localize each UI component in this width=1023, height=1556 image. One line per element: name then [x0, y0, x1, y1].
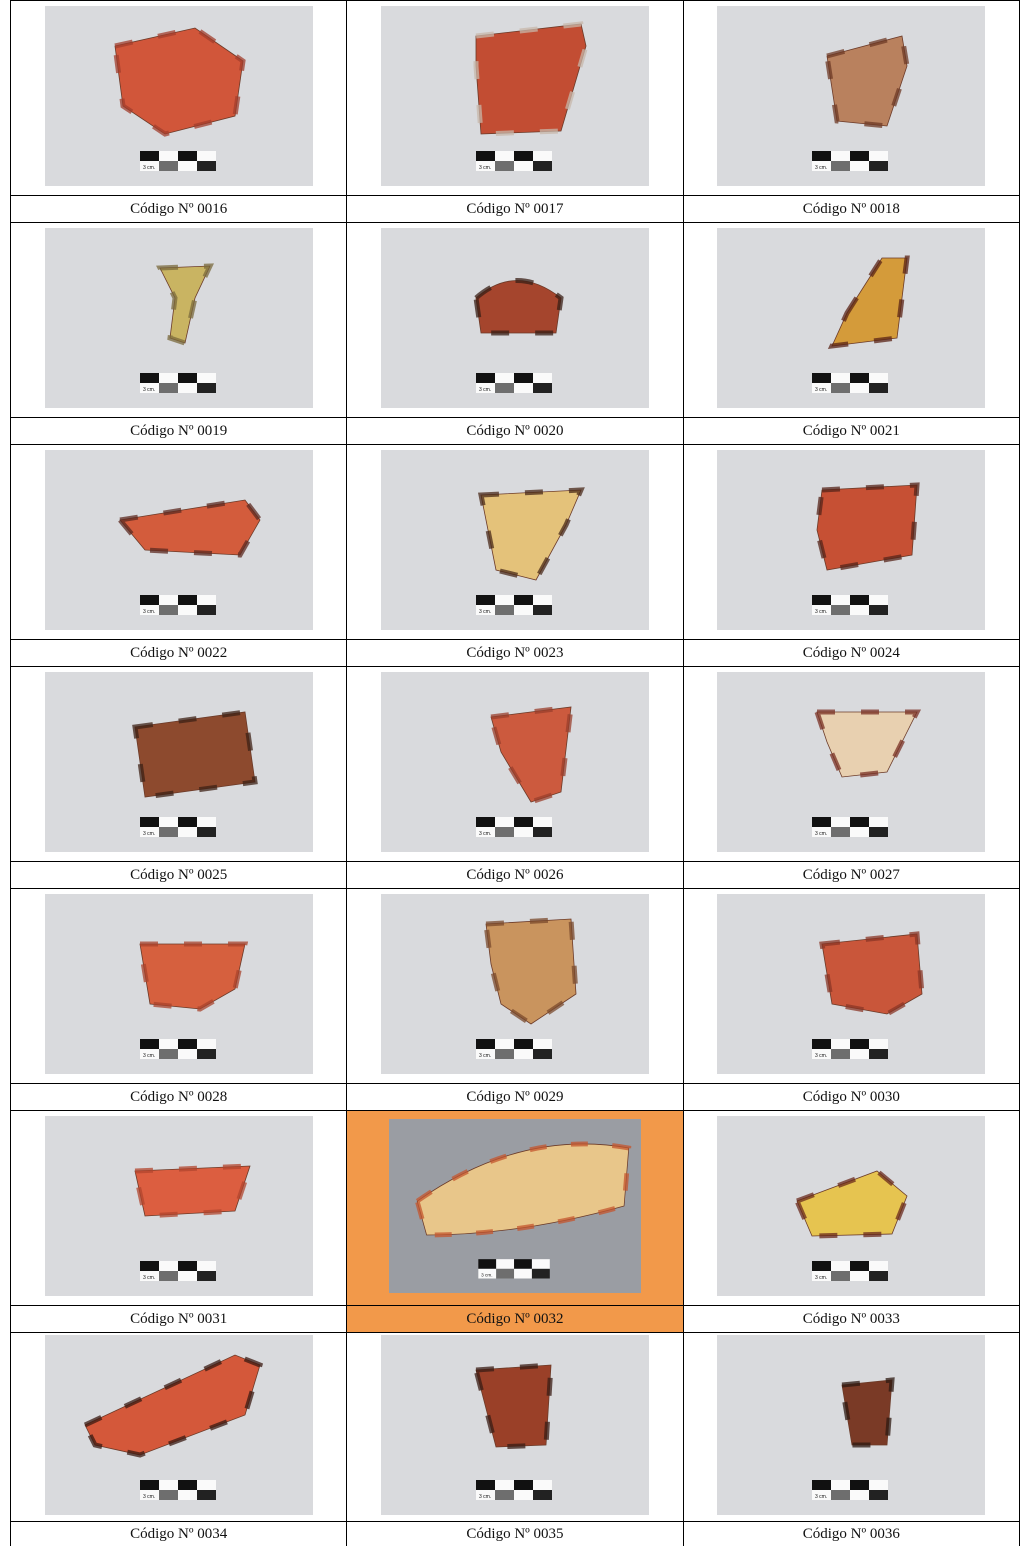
scale-bar-segment	[478, 1259, 496, 1269]
scale-bar-segment	[495, 373, 514, 383]
artifact-illustration	[717, 1335, 985, 1515]
catalog-photo-cell	[683, 1111, 1019, 1306]
scale-bar-segment	[178, 827, 197, 837]
catalog-caption: Código Nº 0033	[683, 1306, 1019, 1333]
scale-bar-segment	[159, 373, 178, 383]
artifact-illustration	[45, 894, 313, 1074]
catalog-caption: Código Nº 0030	[683, 1084, 1019, 1111]
scale-bar-label: 3 cm.	[478, 386, 492, 393]
artifact-illustration	[381, 6, 649, 186]
catalog-photo-cell	[347, 1111, 683, 1306]
artifact-photo	[45, 6, 313, 186]
artifact-illustration	[717, 450, 985, 630]
scale-bar-segment	[495, 151, 514, 161]
scale-bar-label: 3 cm.	[815, 386, 828, 393]
scale-bar-segment	[178, 151, 197, 161]
scale-bar-segment	[178, 1049, 197, 1059]
scale-bar-segment	[533, 151, 552, 161]
scale-bar-segment	[533, 1049, 552, 1059]
scale-bar-label: 3 cm.	[142, 386, 155, 393]
scale-bar-segment	[831, 151, 850, 161]
catalog-photo-cell	[347, 667, 683, 862]
caption-row	[11, 1306, 1020, 1333]
scale-bar-label: 3 cm.	[815, 608, 828, 615]
artifact-illustration	[381, 1335, 649, 1515]
caption-row	[11, 862, 1020, 889]
scale-bar-segment	[495, 817, 514, 827]
catalog-photo-cell	[683, 1, 1019, 196]
scale-bar-label: 3 cm.	[142, 830, 155, 837]
scale-bar-label: 3 cm.	[142, 608, 155, 615]
scale-bar-segment	[140, 817, 159, 827]
artifact-photo	[45, 672, 313, 852]
scale-bar-segment	[159, 1480, 178, 1490]
scale-bar-segment	[533, 1490, 552, 1500]
artifact-illustration	[45, 672, 313, 852]
scale-bar-segment	[514, 1268, 532, 1278]
image-row	[11, 889, 1020, 1084]
catalog-caption: Código Nº 0020	[347, 418, 683, 445]
scale-bar-segment	[476, 373, 495, 383]
catalog-photo-cell	[347, 1, 683, 196]
image-row	[11, 445, 1020, 640]
catalog-photo-cell	[683, 223, 1019, 418]
scale-bar-segment	[178, 161, 197, 171]
pottery-sherd	[115, 28, 243, 134]
scale-bar-segment	[831, 161, 850, 171]
scale-bar-segment	[178, 1261, 197, 1271]
catalog-caption: Código Nº 0018	[683, 196, 1019, 223]
scale-bar-segment	[178, 1039, 197, 1049]
scale-bar-segment	[159, 827, 178, 837]
scale-bar-segment	[197, 1039, 216, 1049]
artifact-illustration	[717, 1116, 985, 1296]
scale-bar-segment	[140, 1261, 159, 1271]
scale-bar-segment	[495, 1480, 514, 1490]
artifact-photo	[45, 1335, 313, 1515]
scale-bar-segment	[533, 373, 552, 383]
catalog-photo-cell	[683, 667, 1019, 862]
scale-bar-segment	[495, 605, 514, 615]
scale-bar-segment	[159, 151, 178, 161]
catalog-caption: Código Nº 0027	[683, 862, 1019, 889]
catalog-photo-cell	[11, 445, 347, 640]
catalog-photo-cell	[347, 223, 683, 418]
scale-bar-segment	[869, 161, 888, 171]
scale-bar-segment	[850, 1049, 869, 1059]
scale-bar-segment	[159, 1039, 178, 1049]
pottery-catalog	[10, 0, 1020, 1546]
scale-bar-segment	[850, 1039, 869, 1049]
catalog-photo-cell	[11, 667, 347, 862]
catalog-photo-cell	[683, 1333, 1019, 1522]
scale-bar-segment	[178, 605, 197, 615]
caption-row	[11, 196, 1020, 223]
scale-bar-segment	[869, 1490, 888, 1500]
scale-bar-segment	[869, 595, 888, 605]
scale-bar-segment	[514, 605, 533, 615]
scale-bar-segment	[869, 383, 888, 393]
scale-bar-segment	[812, 373, 831, 383]
artifact-photo	[45, 894, 313, 1074]
scale-bar-segment	[533, 605, 552, 615]
artifact-photo	[717, 672, 985, 852]
scale-bar-segment	[178, 595, 197, 605]
catalog-caption: Código Nº 0031	[11, 1306, 347, 1333]
scale-bar-segment	[850, 151, 869, 161]
artifact-photo	[717, 450, 985, 630]
catalog-photo-cell	[347, 445, 683, 640]
pottery-sherd	[486, 919, 576, 1024]
scale-bar-segment	[178, 1490, 197, 1500]
scale-bar-segment	[869, 1261, 888, 1271]
scale-bar-segment	[178, 1271, 197, 1281]
scale-bar-segment	[812, 595, 831, 605]
scale-bar-segment	[495, 1039, 514, 1049]
artifact-illustration	[717, 672, 985, 852]
scale-bar-segment	[812, 1480, 831, 1490]
scale-bar-segment	[197, 373, 216, 383]
artifact-illustration	[45, 6, 313, 186]
artifact-photo	[45, 1116, 313, 1296]
scale-bar-segment	[533, 1480, 552, 1490]
image-row	[11, 1111, 1020, 1306]
pottery-sherd	[417, 1143, 629, 1234]
scale-bar-segment	[869, 373, 888, 383]
scale-bar-segment	[850, 161, 869, 171]
scale-bar-segment	[159, 595, 178, 605]
catalog-caption: Código Nº 0035	[347, 1522, 683, 1547]
scale-bar-segment	[197, 605, 216, 615]
scale-bar-segment	[831, 1049, 850, 1059]
scale-bar-label: 3 cm.	[142, 1274, 155, 1281]
scale-bar-segment	[514, 383, 533, 393]
artifact-photo	[45, 228, 313, 408]
scale-bar-segment	[197, 1271, 216, 1281]
scale-bar-segment	[178, 1480, 197, 1490]
scale-bar-segment	[197, 161, 216, 171]
image-row	[11, 1333, 1020, 1522]
scale-bar-segment	[495, 1049, 514, 1059]
scale-bar-segment	[495, 1490, 514, 1500]
pottery-sherd	[491, 707, 571, 802]
catalog-caption: Código Nº 0016	[11, 196, 347, 223]
scale-bar-label: 3 cm.	[478, 830, 492, 837]
scale-bar-segment	[869, 151, 888, 161]
scale-bar-segment	[476, 1480, 495, 1490]
artifact-photo	[389, 1119, 641, 1293]
scale-bar-segment	[514, 151, 533, 161]
scale-bar-segment	[178, 373, 197, 383]
artifact-illustration	[45, 1335, 313, 1515]
scale-bar-segment	[496, 1268, 514, 1278]
artifact-illustration	[45, 450, 313, 630]
scale-bar-segment	[533, 595, 552, 605]
scale-bar-segment	[197, 1261, 216, 1271]
caption-row	[11, 1084, 1020, 1111]
artifact-photo	[381, 228, 649, 408]
artifact-photo	[381, 450, 649, 630]
pottery-sherd	[476, 24, 586, 134]
catalog-photo-cell	[347, 889, 683, 1084]
scale-bar-segment	[850, 1271, 869, 1281]
scale-bar-segment	[476, 817, 495, 827]
catalog-caption: Código Nº 0023	[347, 640, 683, 667]
scale-bar-segment	[831, 1271, 850, 1281]
pottery-sherd	[135, 712, 255, 797]
scale-bar-segment	[812, 817, 831, 827]
scale-bar-segment	[495, 595, 514, 605]
artifact-photo	[45, 450, 313, 630]
catalog-caption: Código Nº 0022	[11, 640, 347, 667]
pottery-sherd	[822, 934, 922, 1014]
image-row	[11, 1, 1020, 196]
scale-bar-segment	[532, 1268, 550, 1278]
scale-bar-segment	[869, 827, 888, 837]
pottery-sherd	[827, 36, 907, 126]
scale-bar-segment	[850, 595, 869, 605]
scale-bar-segment	[197, 827, 216, 837]
scale-bar-segment	[159, 1490, 178, 1500]
scale-bar-segment	[514, 1480, 533, 1490]
pottery-sherd	[476, 1365, 551, 1447]
catalog-photo-cell	[11, 1333, 347, 1522]
scale-bar-segment	[869, 1271, 888, 1281]
scale-bar-segment	[140, 1480, 159, 1490]
artifact-illustration	[45, 1116, 313, 1296]
scale-bar-segment	[514, 1039, 533, 1049]
artifact-photo	[717, 1116, 985, 1296]
scale-bar-segment	[197, 1480, 216, 1490]
scale-bar-segment	[850, 373, 869, 383]
scale-bar-segment	[831, 595, 850, 605]
scale-bar-segment	[140, 1039, 159, 1049]
scale-bar-segment	[476, 151, 495, 161]
scale-bar-label: 3 cm.	[142, 164, 155, 171]
pottery-sherd	[160, 266, 210, 343]
scale-bar-segment	[159, 1049, 178, 1059]
scale-bar-segment	[812, 1261, 831, 1271]
scale-bar-segment	[495, 383, 514, 393]
catalog-photo-cell	[11, 889, 347, 1084]
scale-bar-segment	[533, 827, 552, 837]
caption-row	[11, 640, 1020, 667]
scale-bar-segment	[514, 1490, 533, 1500]
scale-bar-segment	[178, 817, 197, 827]
scale-bar-segment	[869, 817, 888, 827]
scale-bar-segment	[514, 373, 533, 383]
artifact-photo	[381, 6, 649, 186]
artifact-illustration	[717, 228, 985, 408]
scale-bar-segment	[197, 1049, 216, 1059]
scale-bar-label: 3 cm.	[815, 164, 828, 171]
scale-bar-segment	[850, 1480, 869, 1490]
scale-bar-segment	[197, 151, 216, 161]
scale-bar-label: 3 cm.	[478, 1052, 492, 1059]
image-row	[11, 223, 1020, 418]
artifact-illustration	[381, 672, 649, 852]
scale-bar-segment	[140, 595, 159, 605]
catalog-caption: Código Nº 0025	[11, 862, 347, 889]
scale-bar-segment	[514, 1259, 532, 1269]
scale-bar-segment	[140, 151, 159, 161]
pottery-sherd	[842, 1380, 892, 1445]
catalog-photo-cell	[11, 223, 347, 418]
scale-bar-segment	[831, 817, 850, 827]
scale-bar-segment	[831, 827, 850, 837]
scale-bar-segment	[850, 1490, 869, 1500]
scale-bar-segment	[496, 1259, 514, 1269]
catalog-caption: Código Nº 0026	[347, 862, 683, 889]
scale-bar-segment	[178, 383, 197, 393]
image-row	[11, 667, 1020, 862]
scale-bar-segment	[532, 1259, 550, 1269]
pottery-sherd	[120, 500, 260, 555]
pottery-sherd	[140, 944, 245, 1009]
scale-bar-label: 3 cm.	[142, 1052, 155, 1059]
scale-bar-label: 3 cm.	[815, 830, 828, 837]
artifact-illustration	[717, 6, 985, 186]
pottery-sherd	[135, 1166, 250, 1216]
scale-bar-segment	[197, 383, 216, 393]
catalog-photo-cell	[347, 1333, 683, 1522]
catalog-photo-cell	[11, 1, 347, 196]
scale-bar-segment	[159, 817, 178, 827]
scale-bar-segment	[869, 605, 888, 615]
scale-bar-segment	[197, 1490, 216, 1500]
scale-bar-segment	[159, 1261, 178, 1271]
scale-bar-segment	[533, 817, 552, 827]
scale-bar-label: 3 cm.	[815, 1052, 828, 1059]
scale-bar-segment	[831, 1261, 850, 1271]
catalog-caption: Código Nº 0034	[11, 1522, 347, 1547]
artifact-photo	[717, 894, 985, 1074]
scale-bar-segment	[850, 817, 869, 827]
scale-bar-segment	[812, 151, 831, 161]
scale-bar-label: 3 cm.	[478, 608, 492, 615]
scale-bar-segment	[197, 595, 216, 605]
scale-bar-segment	[514, 161, 533, 171]
scale-bar-segment	[514, 1049, 533, 1059]
artifact-photo	[381, 894, 649, 1074]
scale-bar-segment	[514, 817, 533, 827]
artifact-photo	[717, 1335, 985, 1515]
scale-bar-segment	[850, 1261, 869, 1271]
scale-bar-segment	[495, 161, 514, 171]
catalog-photo-cell	[683, 445, 1019, 640]
catalog-caption: Código Nº 0028	[11, 1084, 347, 1111]
artifact-photo	[717, 228, 985, 408]
scale-bar-label: 3 cm.	[815, 1493, 828, 1500]
scale-bar-segment	[140, 373, 159, 383]
artifact-photo	[381, 672, 649, 852]
catalog-caption: Código Nº 0029	[347, 1084, 683, 1111]
artifact-photo	[381, 1335, 649, 1515]
pottery-sherd	[832, 258, 907, 346]
catalog-table	[10, 0, 1020, 1546]
scale-bar-segment	[159, 161, 178, 171]
scale-bar-label: 3 cm.	[478, 1493, 492, 1500]
scale-bar-segment	[831, 373, 850, 383]
scale-bar-segment	[495, 827, 514, 837]
scale-bar-segment	[869, 1039, 888, 1049]
scale-bar-segment	[831, 605, 850, 615]
artifact-illustration	[381, 450, 649, 630]
scale-bar-segment	[159, 383, 178, 393]
scale-bar-segment	[476, 1039, 495, 1049]
scale-bar-segment	[159, 605, 178, 615]
artifact-illustration	[381, 228, 649, 408]
catalog-caption: Código Nº 0024	[683, 640, 1019, 667]
pottery-sherd	[817, 485, 917, 570]
scale-bar-segment	[159, 1271, 178, 1281]
scale-bar-segment	[514, 595, 533, 605]
scale-bar-segment	[869, 1049, 888, 1059]
scale-bar-label: 3 cm.	[478, 164, 492, 171]
scale-bar-segment	[831, 383, 850, 393]
artifact-photo	[717, 6, 985, 186]
scale-bar-segment	[850, 827, 869, 837]
catalog-photo-cell	[683, 889, 1019, 1084]
scale-bar-label: 3 cm.	[815, 1274, 828, 1281]
scale-bar-label: 3 cm.	[481, 1273, 493, 1279]
scale-bar-label: 3 cm.	[142, 1493, 155, 1500]
scale-bar-segment	[850, 383, 869, 393]
catalog-caption: Código Nº 0017	[347, 196, 683, 223]
scale-bar-segment	[197, 817, 216, 827]
catalog-caption: Código Nº 0032	[347, 1306, 683, 1333]
artifact-illustration	[717, 894, 985, 1074]
caption-row	[11, 418, 1020, 445]
scale-bar-segment	[831, 1480, 850, 1490]
catalog-photo-cell	[11, 1111, 347, 1306]
scale-bar-segment	[476, 595, 495, 605]
artifact-illustration	[389, 1119, 641, 1293]
scale-bar-segment	[850, 605, 869, 615]
pottery-sherd	[481, 490, 581, 580]
catalog-caption: Código Nº 0036	[683, 1522, 1019, 1547]
artifact-illustration	[45, 228, 313, 408]
scale-bar-segment	[533, 1039, 552, 1049]
scale-bar-segment	[533, 161, 552, 171]
catalog-caption: Código Nº 0021	[683, 418, 1019, 445]
artifact-illustration	[381, 894, 649, 1074]
scale-bar-segment	[831, 1039, 850, 1049]
scale-bar-segment	[831, 1490, 850, 1500]
scale-bar-segment	[533, 383, 552, 393]
scale-bar-segment	[869, 1480, 888, 1490]
caption-row	[11, 1522, 1020, 1547]
scale-bar-segment	[514, 827, 533, 837]
scale-bar-segment	[812, 1039, 831, 1049]
catalog-caption: Código Nº 0019	[11, 418, 347, 445]
